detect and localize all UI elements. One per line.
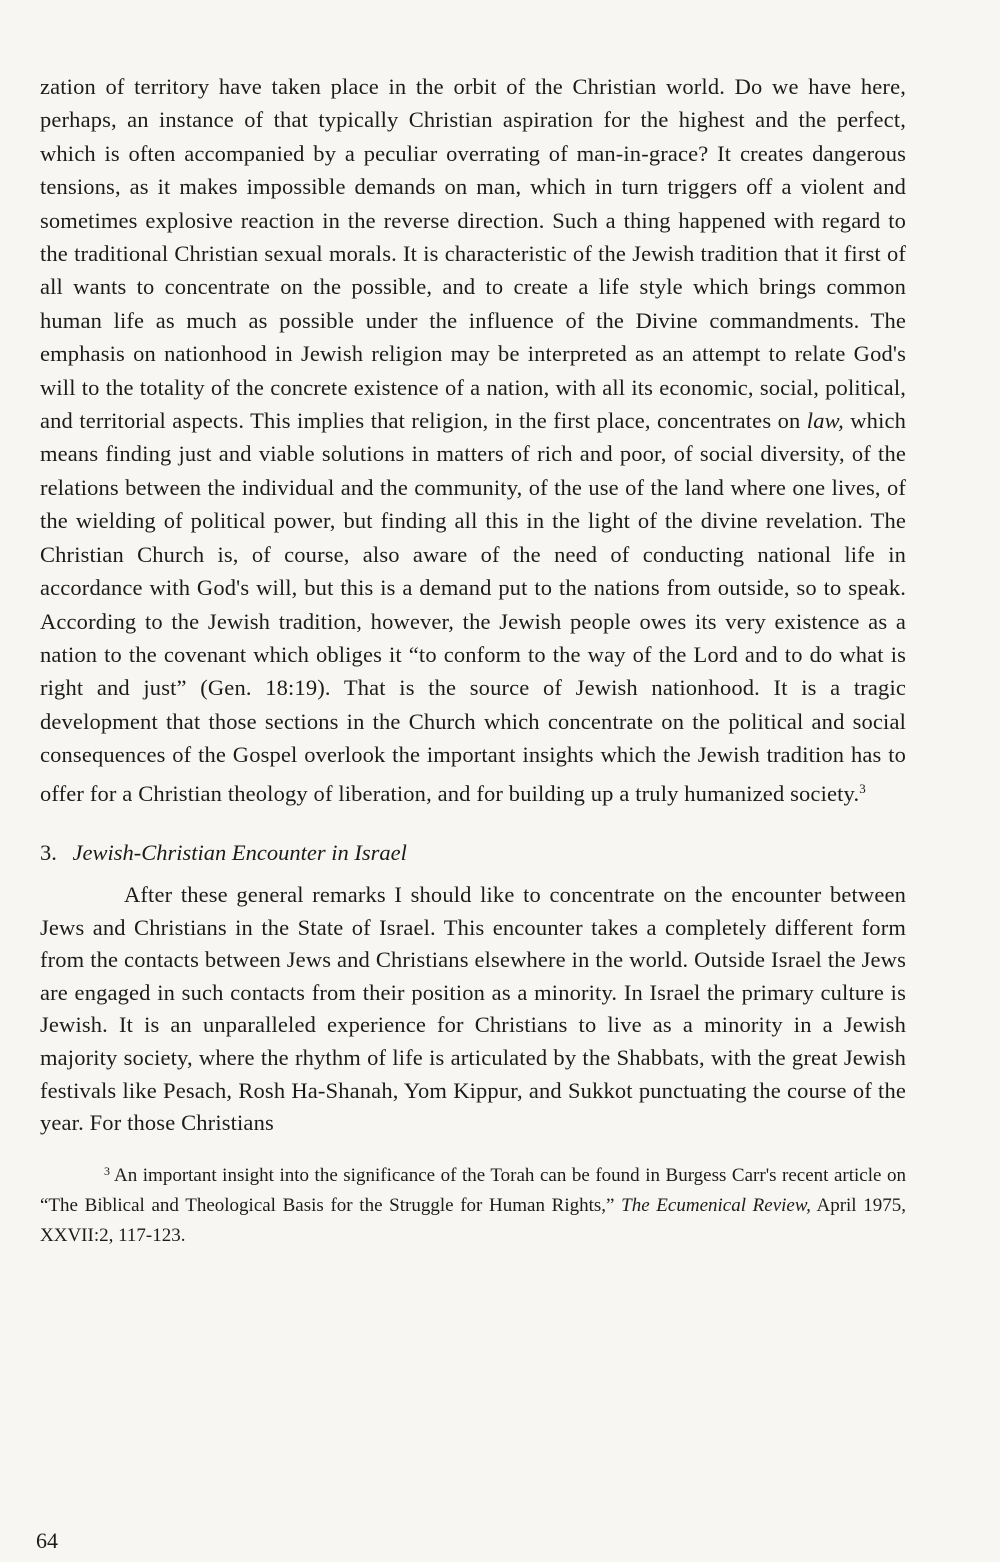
section-number: 3. (40, 839, 57, 865)
section-title: Jewish-Christian Encounter in Israel (72, 839, 407, 865)
paragraph-text: which means finding just and viable solutions in matters of rich and poor, of social diversity, of the relations between the individual and the community, of the use of the land where one lives, of the wielding of political power, but finding all this in the light of the divine revelation. The Christian Church is, of course, also aware of the need of conducting national life in accordance with God's will, but this is a demand put to the nations from outside, so to speak. According to the Jewish tradition, however, the Jewish people owes its very existence as a nation to the covenant which obliges it “to conform to the way of the Lord and to do what is right and just” (Gen. 18:19). That is the source of Jewish nationhood. It is a tragic development that those sections in the Church which concentrate on the political and social consequences of the Gospel overlook the important insights which the Jewish tradition has to offer for a Christian theology of liberation, and for building up a truly humanized society. (40, 408, 907, 806)
body-paragraph-1 (40, 70, 906, 810)
footnote (40, 1156, 906, 1251)
emphasis-law: law, (806, 408, 844, 434)
page-body (40, 70, 906, 1251)
paragraph-text: zation of territory have taken place in the orbit of the Christian world. Do we have here, perhaps, an instance of that typically Christian aspiration for the highest and the perfect, which is often accompanied by a peculiar overrating of man-in-grace? It creates dangerous tensions, as it makes impossible demands on man, which in turn triggers off a violent and sometimes explosive reaction in the reverse direction. Such a thing happened with regard to the traditional Christian sexual morals. It is characteristic of the Jewish tradition that it first of all wants to concentrate on the possible, and to create a life style which brings common human life as much as possible under the influence of the Divine commandments. The emphasis on nationhood in Jewish religion may be interpreted as an attempt to relate God's will to the totality of the concrete existence of a nation, with all its economic, social, political, and territorial aspects. This implies that religion, in the first place, concentrates on (40, 74, 906, 434)
footnote-text-end: April 1975, XXVII:2, 117-123. (40, 1194, 907, 1246)
body-paragraph-2: After these general remarks I should like to concentrate on the encounter between Jews and Christians in the State of Israel. This encounter takes a completely different form from the contacts between Jews and Christians elsewhere in the world. Outside Israel the Jews are engaged in such contacts from their position as a minority. In Israel the primary culture is Jewish. It is an unparalleled experience for Christians to live as a minority in a Jewish majority society, where the rhythm of life is articulated by the Shabbats, with the great Jewish festivals like Pesach, Rosh Ha-Shanah, Yom Kippur, and Sukkot punctuating the course of the year. For those Christians (40, 881, 906, 1136)
footnote-marker: 3 (104, 1163, 110, 1178)
footnote-reference: 3 (859, 780, 866, 796)
page-number: 64 (36, 1528, 58, 1553)
footnote-text: An important insight into the significance of the Torah can be found in Burgess Carr's recent article on “The Biblical and Theological Basis for the Struggle for Human Rights,” (40, 1164, 906, 1216)
section-heading (40, 836, 906, 869)
footnote-journal: The Ecumenical Review, (621, 1194, 811, 1216)
